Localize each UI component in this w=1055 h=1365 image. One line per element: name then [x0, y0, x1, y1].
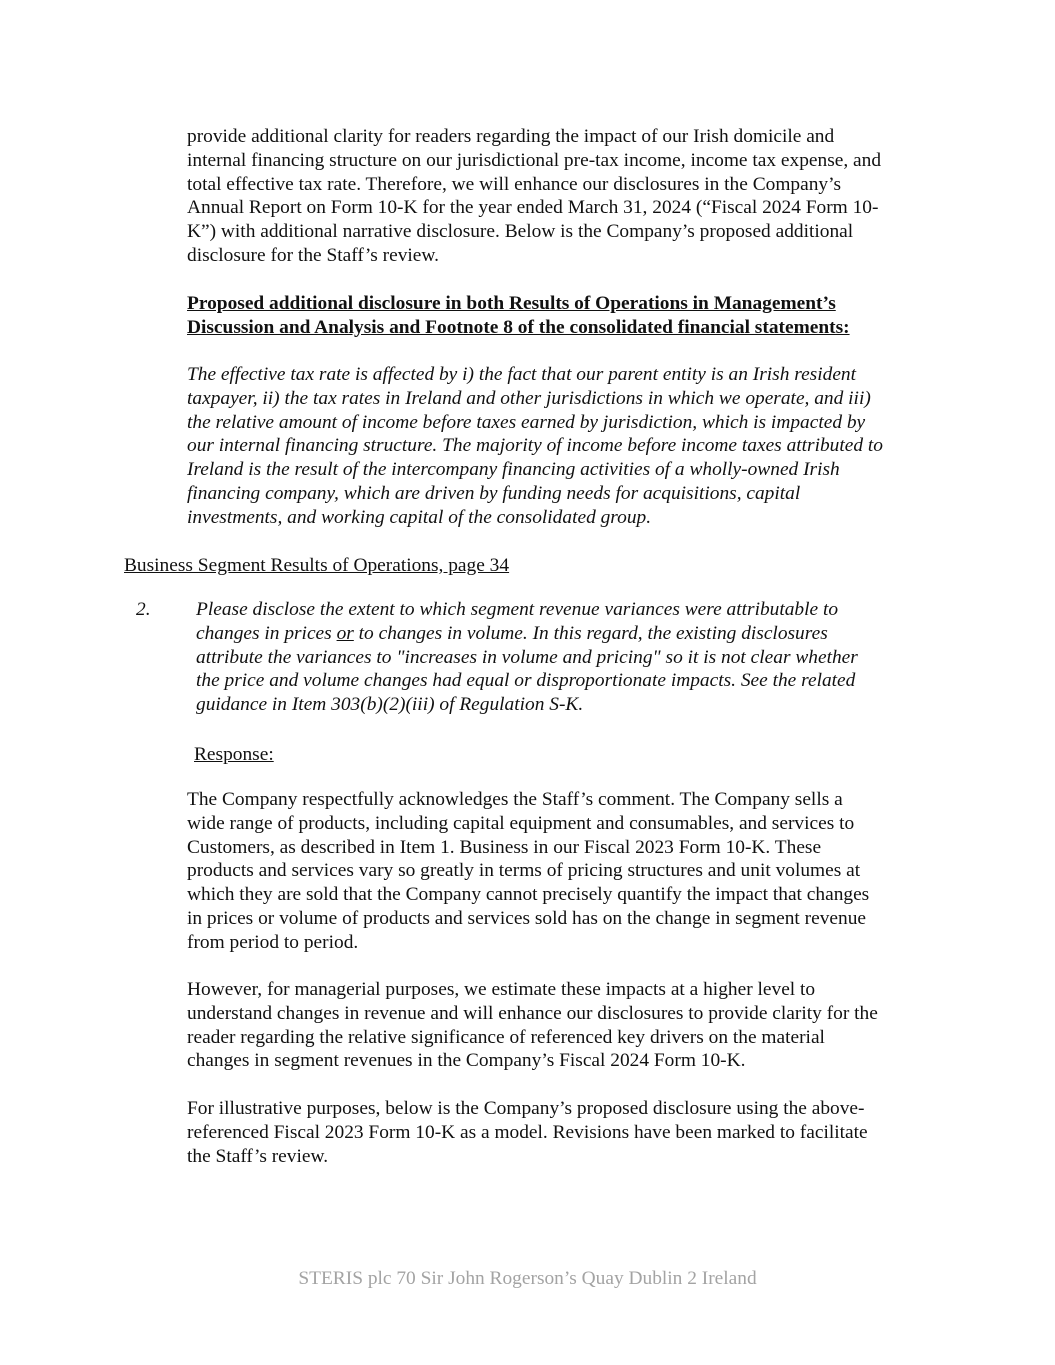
text-line: Ireland is the result of the intercompany financing activities of a wholly-owned Irish [187, 459, 840, 481]
response-label-text: Response: [194, 744, 274, 765]
response-label [194, 743, 274, 767]
intro-paragraph [187, 125, 881, 268]
text-line: products and services vary so greatly in terms of pricing structures and unit volumes at [187, 860, 861, 882]
text-line: financing company, which are driven by funding needs for acquisitions, capital [187, 482, 801, 504]
text-line: internal financing structure on our jurisdictional pre-tax income, income tax expense, and [187, 149, 882, 171]
text-line: The Company respectfully acknowledges the Staff’s comment. The Company sells a [187, 789, 843, 810]
text-line: K”) with additional narrative disclosure. Below is the Company’s proposed additional [187, 221, 854, 243]
text-line: total effective tax rate. Therefore, we will enhance our disclosures in the Company’s [187, 173, 842, 195]
text-line: our internal financing structure. The majority of income before income taxes attributed to [187, 435, 883, 457]
staff-comment [196, 598, 858, 717]
text-line: from period to period. [187, 931, 359, 953]
section-heading-text: Business Segment Results of Operations, page 34 [124, 555, 510, 576]
text-line: changes in segment revenues in the Company’s Fiscal 2024 Form 10-K. [187, 1050, 746, 1072]
text-line: investments, and working capital of the consolidated group. [187, 506, 652, 528]
proposed-disclosure-text [187, 363, 883, 530]
text-line: The effective tax rate is affected by i) the fact that our parent entity is an Irish resident [187, 364, 857, 385]
text-line: the Staff’s review. [187, 1145, 329, 1167]
text-line: which they are sold that the Company cannot precisely quantify the impact that changes [187, 884, 870, 906]
text-fragment: to changes in volume. In this regard, the existing disclosures [353, 622, 828, 644]
text-line: understand changes in revenue and will enhance our disclosures to provide clarity for the [187, 1002, 878, 1024]
text-line: attribute the variances to "increases in volume and pricing" so it is not clear whether [196, 646, 858, 668]
text-line [196, 622, 858, 646]
text-line: reader regarding the relative significance of referenced key drivers on the material [187, 1026, 825, 1048]
underlined-word: or [336, 622, 354, 644]
response-paragraph-1 [187, 788, 869, 955]
text-line: Please disclose the extent to which segment revenue variances were attributable to [196, 599, 839, 620]
heading-line: Proposed additional disclosure in both Results of Operations in Management’s [187, 293, 836, 314]
comment-number [136, 598, 151, 622]
response-paragraph-2 [187, 978, 878, 1073]
text-line: However, for managerial purposes, we estimate these impacts at a higher level to [187, 979, 816, 1000]
response-paragraph-3 [187, 1097, 868, 1168]
heading-line: Discussion and Analysis and Footnote 8 of the consolidated financial statements: [187, 316, 850, 338]
text-line: wide range of products, including capital equipment and consumables, and services to [187, 812, 855, 834]
text-line: referenced Fiscal 2023 Form 10-K as a model. Revisions have been marked to facilitate [187, 1121, 868, 1143]
section-heading [124, 554, 509, 578]
text-line: guidance in Item 303(b)(2)(iii) of Regulation S-K. [196, 694, 584, 716]
comment-number-text: 2. [136, 599, 151, 620]
text-line: provide additional clarity for readers regarding the impact of our Irish domicile and [187, 126, 835, 147]
text-line: Annual Report on Form 10-K for the year ended March 31, 2024 (“Fiscal 2024 Form 10- [187, 197, 879, 219]
text-fragment: changes in prices [196, 622, 337, 644]
text-line: in prices or volume of products and services sold has on the change in segment revenue [187, 907, 867, 929]
text-line: the price and volume changes had equal or disproportionate impacts. See the related [196, 670, 856, 692]
text-line: the relative amount of income before taxes earned by jurisdiction, which is impacted by [187, 411, 866, 433]
text-line: disclosure for the Staff’s review. [187, 244, 440, 266]
page-footer: STERIS plc 70 Sir John Rogerson’s Quay Dublin 2 Ireland [298, 1268, 757, 1289]
text-line: For illustrative purposes, below is the Company’s proposed disclosure using the above- [187, 1098, 865, 1119]
proposed-disclosure-heading [187, 292, 850, 340]
text-line: taxpayer, ii) the tax rates in Ireland and other jurisdictions in which we operate, and iii) [187, 387, 871, 409]
text-line: Customers, as described in Item 1. Business in our Fiscal 2023 Form 10-K. These [187, 836, 822, 858]
